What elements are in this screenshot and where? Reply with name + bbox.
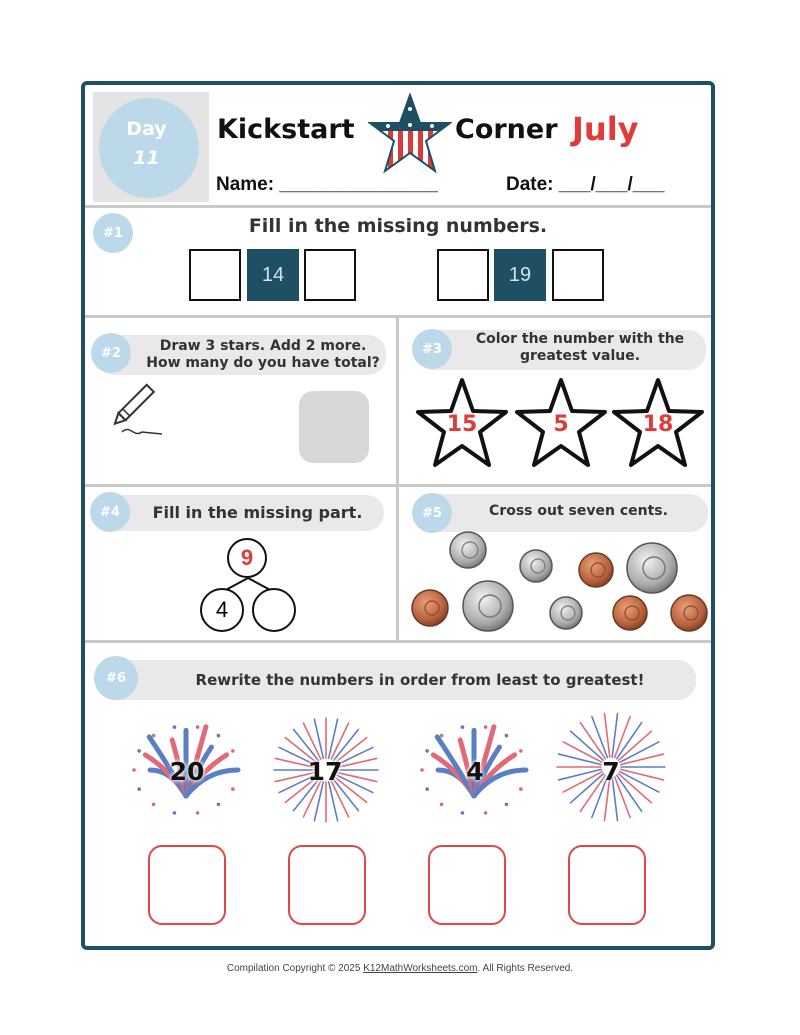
title-corner: Corner (455, 114, 558, 145)
q6-badge: #6 (94, 656, 138, 700)
day-label: Day (126, 118, 167, 140)
q1-answer-box-1[interactable] (189, 249, 241, 301)
quarter-coin-1 (627, 543, 677, 593)
coins-illustration (404, 530, 714, 638)
q3-star-2-number: 5 (553, 412, 569, 437)
q6-answer-box-1[interactable] (148, 845, 226, 925)
q2-title-line2: How many do you have total? (146, 355, 380, 371)
divider-header (85, 205, 711, 208)
q1-given-number-2: 19 (494, 249, 546, 301)
q1-title: Fill in the missing numbers. (248, 215, 548, 237)
footer-suffix: . All Rights Reserved. (477, 963, 574, 974)
q3-star-3-number: 18 (642, 412, 674, 437)
q3-badge: #3 (412, 329, 452, 369)
number-bond-part-missing[interactable] (252, 588, 296, 632)
pencil-icon (104, 376, 170, 442)
number-bond-whole: 9 (227, 538, 267, 578)
q6-number-3: 4 (466, 757, 484, 786)
q3-title-line2: greatest value. (519, 348, 641, 364)
q6-answer-box-4[interactable] (568, 845, 646, 925)
q1-given-number-1: 14 (247, 249, 299, 301)
dime-coin-1 (520, 550, 552, 582)
q2-badge: #2 (91, 333, 131, 373)
q6-answer-box-3[interactable] (428, 845, 506, 925)
q6-number-4: 7 (602, 757, 620, 786)
q1-answer-box-4[interactable] (552, 249, 604, 301)
q4-title: Fill in the missing part. (152, 503, 363, 522)
divider-q4-q5 (85, 640, 711, 643)
q5-title: Cross out seven cents. (489, 503, 668, 519)
divider-vertical-1 (396, 318, 399, 484)
q4-badge: #4 (90, 492, 130, 532)
q6-answer-box-2[interactable] (288, 845, 366, 925)
q6-title: Rewrite the numbers in order from least to greatest! (195, 671, 645, 689)
patriotic-star-icon (368, 93, 452, 175)
penny-coin-3 (613, 596, 647, 630)
q6-number-2: 17 (307, 757, 343, 786)
q1-answer-box-2[interactable] (304, 249, 356, 301)
q3-star-1-number: 15 (446, 412, 478, 437)
q3-title-line1: Color the number with the (475, 331, 685, 347)
title-kickstart: Kickstart (217, 114, 355, 145)
q2-title-line1: Draw 3 stars. Add 2 more. (159, 338, 367, 354)
divider-vertical-2 (396, 486, 399, 640)
q1-badge: #1 (93, 213, 133, 253)
penny-coin-1 (579, 553, 613, 587)
name-field[interactable]: Name: _______________ (216, 174, 438, 195)
q5-badge: #5 (412, 493, 452, 533)
number-bond-part-given: 4 (200, 588, 244, 632)
quarter-coin-2 (463, 581, 513, 631)
nickel-coin-1 (450, 532, 486, 568)
footer-prefix: Compilation Copyright © 2025 (226, 963, 364, 974)
penny-coin-2 (412, 590, 448, 626)
q1-answer-box-3[interactable] (437, 249, 489, 301)
date-field[interactable]: Date: ___/___/___ (506, 174, 665, 195)
day-number: 11 (133, 147, 160, 169)
q6-number-1: 20 (169, 757, 205, 786)
title-month: July (572, 110, 639, 148)
dime-coin-2 (550, 597, 582, 629)
copyright-footer (0, 963, 800, 974)
penny-coin-4 (671, 595, 707, 631)
q2-answer-box[interactable] (299, 391, 369, 463)
footer-link[interactable]: K12MathWorksheets.com (363, 963, 478, 974)
